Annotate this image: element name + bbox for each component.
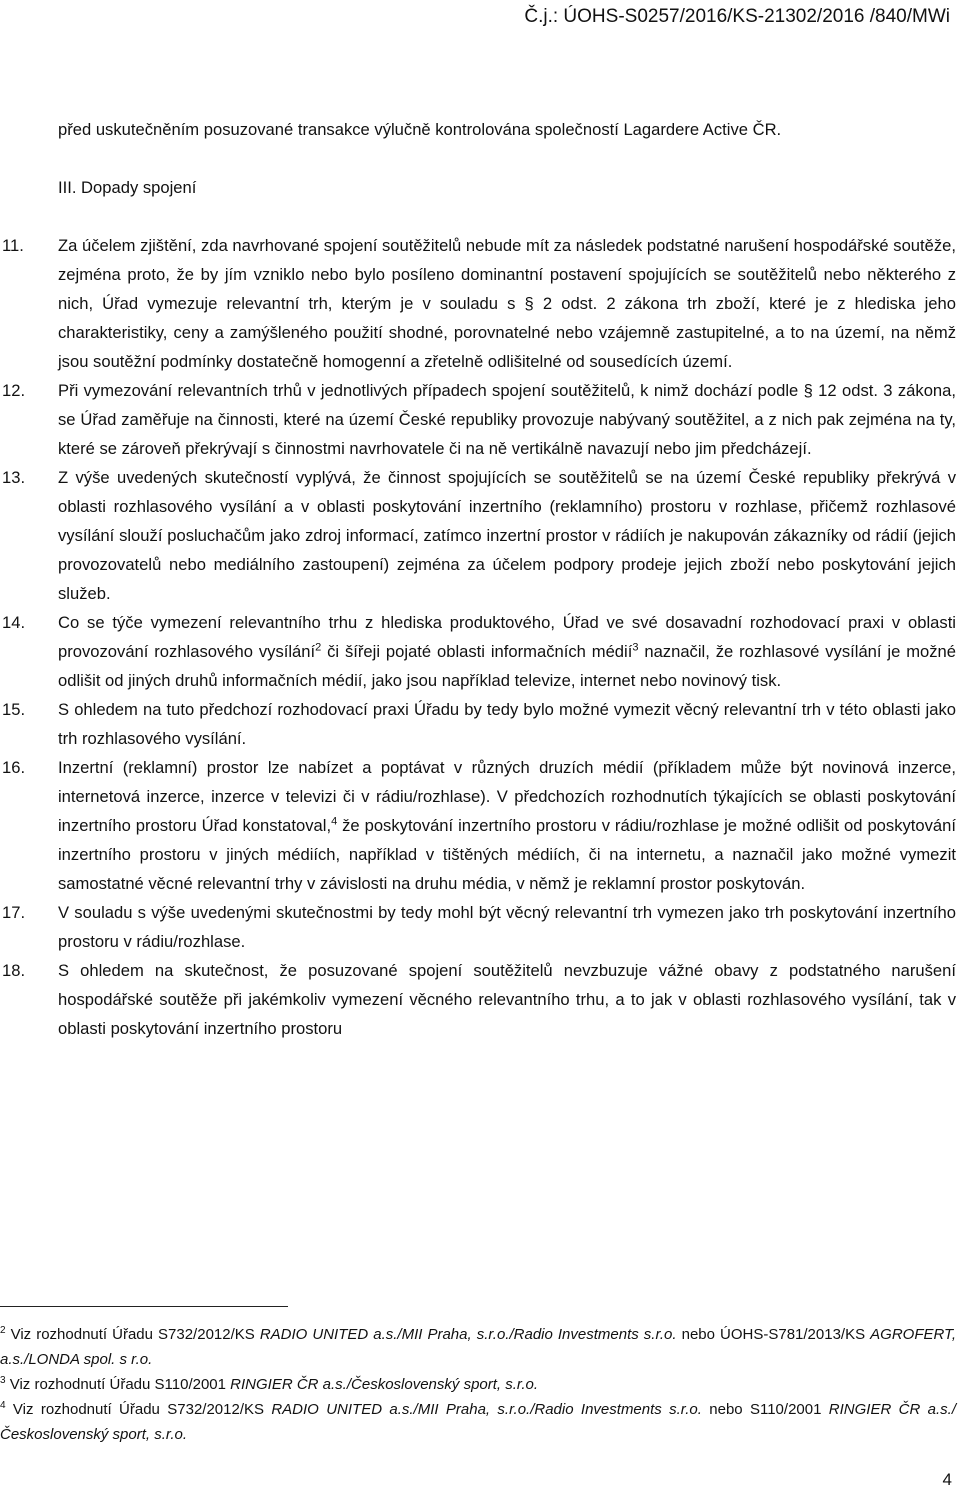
paragraph-text: Inzertní (reklamní) prostor lze nabízet a poptávat v různých druzích médií (příkladem může být novinová inzerce, internetová inzerce, inzerce v televizi či v rádiu/rozhlase). V předchozích rozhodnutích týkajících se oblasti poskytování inzertního prostoru Úřad konstatoval, [58,758,956,835]
paragraph-number: 11. [2,236,24,255]
paragraph-text: či šířeji pojaté oblasti informačních médií [321,642,633,661]
paragraph-number: 12. [2,381,26,400]
paragraph-text: Za účelem zjištění, zda navrhované spojení soutěžitelů nebude mít za následek podstatné narušení hospodářské soutěže, zejména proto, že by jím vzniklo nebo bylo posíleno dominantní postavení spojujících se soutěžitelů nebo některého z nich, Úřad vymezuje relevantní trh, kterým je v souladu s § 2 odst. 2 zákona trh zboží, které je z hlediska jeho charakteristiky, ceny a zamýšleného použití shodné, porovnatelné nebo vzájemně zastupitelné, a to na území, na němž jsou soutěžní podmínky dostatečně homogenní a zřetelně odlišitelné od sousedících území. [58,236,956,371]
footnote-case-name: AGROFERT, a.s./LONDA spol. s r.o. [0,1326,957,1368]
paragraph-text: Co se týče vymezení relevantního trhu z hlediska produktového, Úřad ve své dosavadní rozhodovací praxi v oblasti provozování rozhlasového vysílání [58,613,956,661]
footnote-3 [0,1372,956,1397]
footnote-text: Viz rozhodnutí Úřadu S110/2001 [5,1376,231,1393]
paragraph-number: 15. [2,700,26,719]
paragraph-text: S ohledem na skutečnost, že posuzované spojení soutěžitelů nevzbuzuje vážné obavy z podstatného narušení hospodářské soutěže při jakémkoliv vymezení věcného relevantního trhu, a to jak v oblasti rozhlasového vysílání, tak v oblasti poskytování inzertního prostoru [58,961,956,1038]
paragraph-13 [2,463,956,608]
paragraph-12 [2,376,956,463]
paragraph-number: 17. [2,903,26,922]
footnote-4 [0,1397,956,1447]
footnote-case-name: RINGIER ČR a.s./Československý sport, s.r.o. [0,1401,957,1443]
document-body [2,115,956,1043]
footnote-ref[interactable]: 3 [632,641,639,654]
footnote-mark: 2 [0,1325,6,1336]
paragraph-text: V souladu s výše uvedenými skutečnostmi by tedy mohl být věcný relevantní trh vymezen jako trh poskytování inzertního prostoru v rádiu/rozhlase. [58,903,956,951]
footnote-text: nebo ÚOHS-S781/2013/KS [676,1326,871,1343]
footnote-mark: 4 [0,1400,6,1411]
paragraph-16 [2,753,956,898]
footnote-ref[interactable]: 4 [331,815,338,828]
footnotes [0,1322,956,1447]
footnote-case-name: RADIO UNITED a.s./MII Praha, s.r.o./Radio Investments s.r.o. [271,1401,702,1418]
paragraph-18 [2,956,956,1043]
footnote-separator [0,1306,288,1307]
footnote-case-name: RADIO UNITED a.s./MII Praha, s.r.o./Radio Investments s.r.o. [259,1326,677,1343]
paragraph-number: 13. [2,468,26,487]
footnote-text: Viz rozhodnutí Úřadu S732/2012/KS [5,1401,272,1418]
paragraph-text: Z výše uvedených skutečností vyplývá, že činnost spojujících se soutěžitelů se na území České republiky překrývá v oblasti rozhlasového vysílání a v oblasti poskytování inzertního (reklamního) prostoru v rozhlase, přičemž rozhlasové vysílání slouží posluchačům jako zdroj informací, zatímco inzertní prostor v rádiích je nakupován zákazníky od rádií (jejich provozovatelů nebo mediálního zastoupení) zejména za účelem podpory prodeje jejich zboží nebo poskytování jejich služeb. [58,468,956,603]
paragraph-17 [2,898,956,956]
paragraph-number: 18. [2,961,26,980]
footnote-case-name: RINGIER ČR a.s./Československý sport, s.r.o. [230,1376,539,1393]
intro-text: před uskutečněním posuzované transakce výlučně kontrolována společností Lagardere Active ČR. [58,120,782,139]
paragraph-number: 16. [2,758,26,777]
paragraph-15 [2,695,956,753]
footnote-2 [0,1322,956,1372]
document-reference: Č.j.: ÚOHS-S0257/2016/KS-21302/2016 /840/MWi [524,6,950,27]
paragraph-text: Při vymezování relevantních trhů v jednotlivých případech spojení soutěžitelů, k nimž dochází podle § 12 odst. 3 zákona, se Úřad zaměřuje na činnosti, které na území České republiky provozuje nabývaný soutěžitel, a z nich pak zejména na ty, které se zároveň překrývají s činnostmi navrhovatele či na ně vertikálně navazují nebo jim předcházejí. [58,381,956,458]
footnote-text: nebo S110/2001 [701,1401,829,1418]
paragraph-number: 14. [2,613,26,632]
footnote-ref[interactable]: 2 [315,641,322,654]
paragraph-14 [2,608,956,695]
paragraph-text: naznačil, že rozhlasové vysílání je možné odlišit od jiných druhů informačních médií, jako jsou například televize, internet nebo novinový tisk. [58,642,956,690]
paragraph-text: S ohledem na tuto předchozí rozhodovací praxi Úřadu by tedy bylo možné vymezit věcný relevantní trh v této oblasti jako trh rozhlasového vysílání. [58,700,956,748]
page-number: 4 [942,1470,952,1489]
paragraph-text: že poskytování inzertního prostoru v rádiu/rozhlase je možné odlišit od poskytování inzertního prostoru v jiných médiích, například v tištěných médiích, či na internetu, a naznačil jako možné vymezit samostatné věcné relevantní trhy v závislosti na druhu média, v němž je reklamní prostor poskytován. [58,816,956,893]
footnote-text: Viz rozhodnutí Úřadu S732/2012/KS [5,1326,260,1343]
section-heading: III. Dopady spojení [58,178,197,197]
footnote-mark: 3 [0,1375,6,1386]
paragraph-11 [2,231,956,376]
